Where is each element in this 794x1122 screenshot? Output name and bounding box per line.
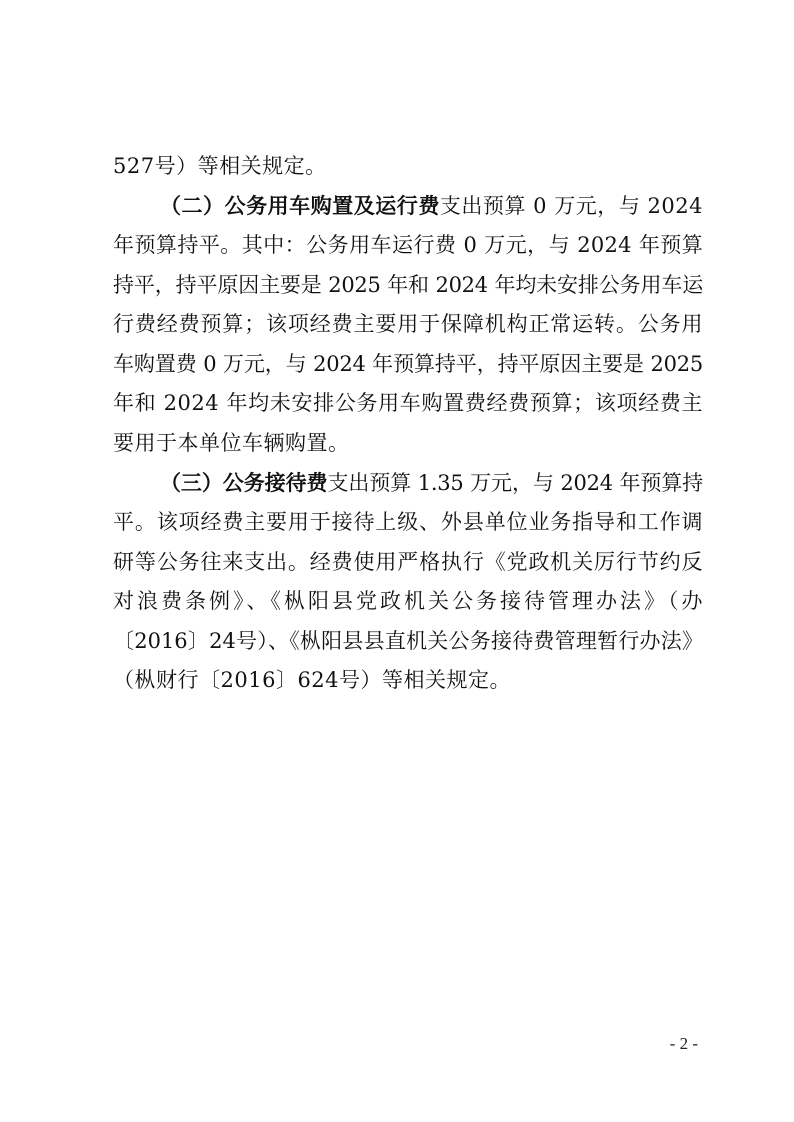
text-run: 行费经费预算；该项经费主要用于保障机构正常运转。公务用 xyxy=(113,312,703,336)
text-run: 对浪费条例》、《枞阳县党政机关公务接待管理办法》（办 xyxy=(113,589,703,613)
text-run: 527号）等相关规定。 xyxy=(113,154,327,178)
text-run: 年预算持平。其中：公务用车运行费 0 万元，与 2024 年预算 xyxy=(113,233,703,257)
paragraph-vehicle-line-3 xyxy=(113,268,703,302)
paragraph-vehicle-line-7 xyxy=(113,426,703,460)
text-run: 平。该项经费主要用于接待上级、外县单位业务指导和工作调 xyxy=(113,510,703,534)
paragraph-reception-line-5 xyxy=(113,624,703,658)
paragraph-vehicle-line-4 xyxy=(113,307,703,341)
text-run: 车购置费 0 万元，与 2024 年预算持平，持平原因主要是 2025 xyxy=(113,352,703,376)
paragraph-reception-line-1 xyxy=(160,466,703,500)
section-heading-reception: （三）公务接待费 xyxy=(160,470,328,495)
text-run: 支出预算 0 万元，与 2024 xyxy=(439,194,703,218)
text-run: 要用于本单位车辆购置。 xyxy=(113,431,350,455)
page-number: - 2 - xyxy=(669,1034,698,1053)
text-run: 持平，持平原因主要是 2025 年和 2024 年均未安排公务用车运 xyxy=(113,273,703,297)
paragraph-vehicle-line-5 xyxy=(113,347,703,381)
paragraph-vehicle-line-6 xyxy=(113,386,703,420)
paragraph-reception-line-3 xyxy=(113,545,703,579)
text-run: （枞财行〔2016〕624号）等相关规定。 xyxy=(113,668,512,692)
text-run: 支出预算 1.35 万元，与 2024 年预算持 xyxy=(327,471,704,495)
text-run: 研等公务往来支出。经费使用严格执行《党政机关厉行节约反 xyxy=(113,550,703,574)
paragraph-continuation-line xyxy=(113,149,703,183)
paragraph-vehicle-line-1 xyxy=(160,189,703,223)
paragraph-reception-line-6 xyxy=(113,663,703,697)
text-run: 〔2016〕24号）、《枞阳县县直机关公务接待费管理暂行办法》 xyxy=(113,629,703,653)
section-heading-vehicle: （二）公务用车购置及运行费 xyxy=(160,193,440,218)
paragraph-vehicle-line-2 xyxy=(113,228,703,262)
text-run: 年和 2024 年均未安排公务用车购置费经费预算；该项经费主 xyxy=(113,391,703,415)
paragraph-reception-line-4 xyxy=(113,584,703,618)
paragraph-reception-line-2 xyxy=(113,505,703,539)
